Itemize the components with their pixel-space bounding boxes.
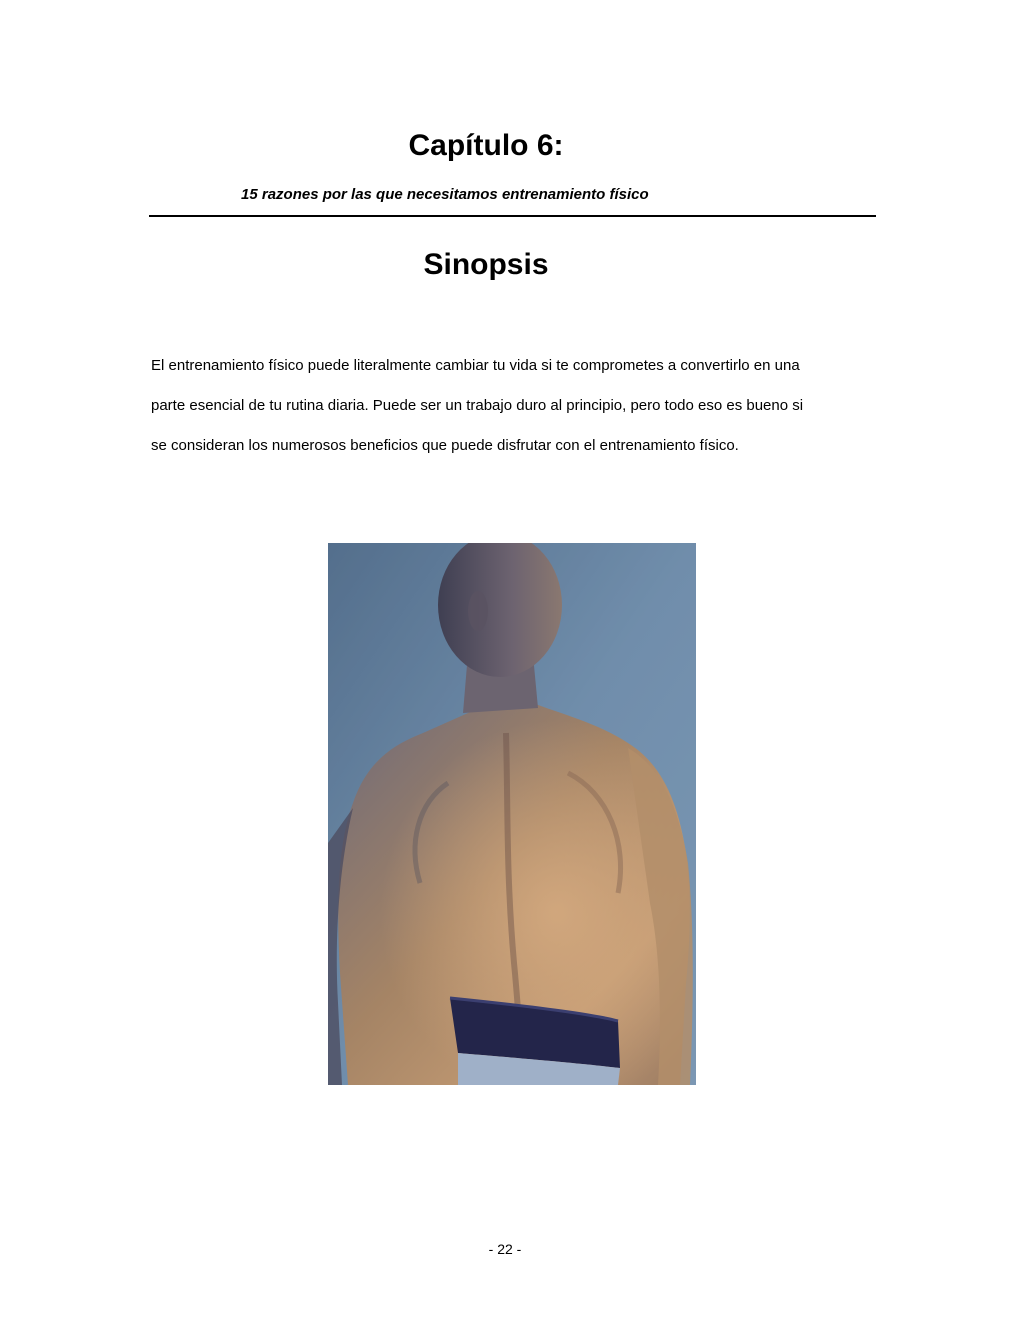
synopsis-paragraph xyxy=(151,346,881,466)
header-divider xyxy=(149,215,876,217)
section-title: Sinopsis xyxy=(423,248,549,281)
paragraph-line: El entrenamiento físico puede literalmente cambiar tu vida si te comprometes a convertirlo en una xyxy=(151,357,800,374)
paragraph-line: se consideran los numerosos beneficios que puede disfrutar con el entrenamiento físico. xyxy=(151,437,739,454)
paragraph-line: parte esencial de tu rutina diaria. Puede ser un trabajo duro al principio, pero todo eso es bueno si xyxy=(151,397,804,414)
page-number: - 22 - xyxy=(488,1241,522,1257)
photo-illustration xyxy=(328,543,696,1085)
chapter-title: Capítulo 6: xyxy=(408,129,564,162)
fitness-photo xyxy=(328,543,696,1085)
chapter-subtitle: 15 razones por las que necesitamos entrenamiento físico xyxy=(241,186,649,203)
